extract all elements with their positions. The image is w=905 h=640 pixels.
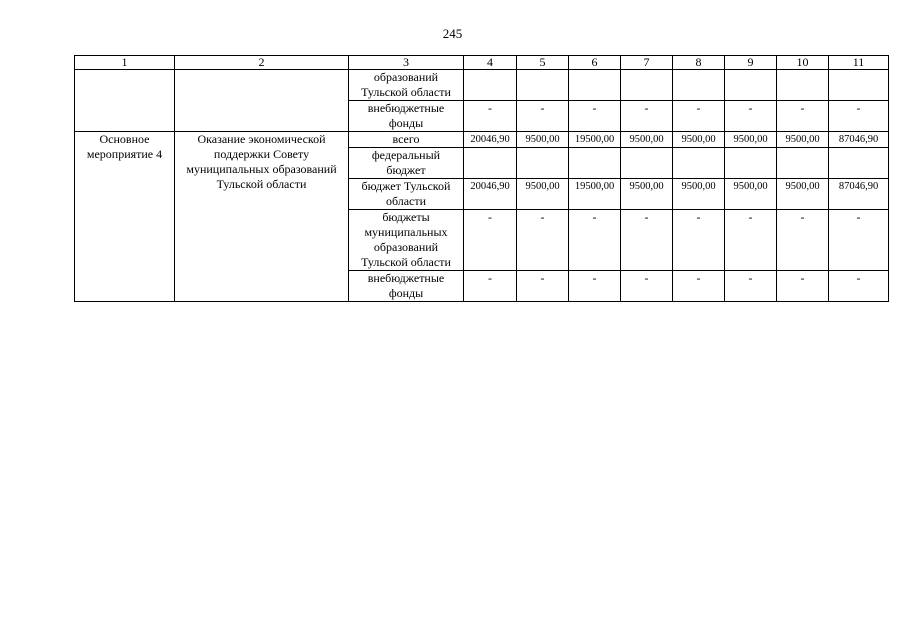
value-cell — [464, 148, 517, 179]
header-row — [75, 56, 889, 70]
source-cell: бюджеты муниципальных образований Тульской области — [349, 210, 464, 271]
value-cell: 20046,90 — [464, 132, 517, 148]
value-cell: - — [517, 271, 569, 302]
value-cell: 9500,00 — [725, 132, 777, 148]
value-cell — [829, 148, 889, 179]
value-cell: - — [621, 210, 673, 271]
value-cell: 9500,00 — [621, 132, 673, 148]
description-cell: Оказание экономической поддержки Совету муниципальных образований Тульской области — [175, 132, 349, 302]
value-cell: - — [777, 101, 829, 132]
value-cell: 9500,00 — [621, 179, 673, 210]
value-cell: 9500,00 — [777, 179, 829, 210]
value-cell: - — [777, 210, 829, 271]
table-row — [75, 132, 889, 148]
source-cell: всего — [349, 132, 464, 148]
value-cell: - — [569, 271, 621, 302]
value-cell — [569, 70, 621, 101]
value-cell: 19500,00 — [569, 179, 621, 210]
column-header: 11 — [829, 56, 889, 70]
value-cell: - — [725, 101, 777, 132]
value-cell: 9500,00 — [517, 132, 569, 148]
value-cell: - — [777, 271, 829, 302]
value-cell: - — [464, 210, 517, 271]
value-cell — [777, 148, 829, 179]
column-header: 8 — [673, 56, 725, 70]
value-cell — [777, 70, 829, 101]
value-cell: - — [725, 271, 777, 302]
value-cell: 9500,00 — [673, 132, 725, 148]
value-cell: - — [829, 210, 889, 271]
value-cell — [725, 70, 777, 101]
value-cell: - — [569, 210, 621, 271]
value-cell: - — [464, 271, 517, 302]
value-cell — [725, 148, 777, 179]
source-cell: бюджет Тульской области — [349, 179, 464, 210]
budget-table — [74, 55, 889, 302]
value-cell: - — [621, 101, 673, 132]
table-row — [75, 70, 889, 101]
value-cell — [569, 148, 621, 179]
value-cell: - — [517, 101, 569, 132]
value-cell: 9500,00 — [673, 179, 725, 210]
value-cell: - — [673, 271, 725, 302]
value-cell: - — [829, 101, 889, 132]
value-cell — [464, 70, 517, 101]
value-cell: - — [725, 210, 777, 271]
column-header: 10 — [777, 56, 829, 70]
value-cell: 20046,90 — [464, 179, 517, 210]
column-header: 3 — [349, 56, 464, 70]
value-cell — [829, 70, 889, 101]
source-cell: внебюджетные фонды — [349, 271, 464, 302]
column-header: 7 — [621, 56, 673, 70]
value-cell: - — [621, 271, 673, 302]
value-cell: 9500,00 — [725, 179, 777, 210]
value-cell — [517, 70, 569, 101]
description-cell-empty — [175, 70, 349, 132]
column-header: 2 — [175, 56, 349, 70]
value-cell — [621, 70, 673, 101]
value-cell: - — [464, 101, 517, 132]
page-number: 245 — [442, 26, 463, 41]
value-cell — [673, 148, 725, 179]
value-cell: - — [673, 210, 725, 271]
source-cell: федеральный бюджет — [349, 148, 464, 179]
event-cell: Основное мероприятие 4 — [75, 132, 175, 302]
value-cell — [517, 148, 569, 179]
value-cell: 9500,00 — [517, 179, 569, 210]
value-cell: 9500,00 — [777, 132, 829, 148]
value-cell: - — [517, 210, 569, 271]
value-cell — [673, 70, 725, 101]
source-cell: внебюджетные фонды — [349, 101, 464, 132]
value-cell: - — [569, 101, 621, 132]
column-header: 9 — [725, 56, 777, 70]
column-header: 6 — [569, 56, 621, 70]
value-cell: 87046,90 — [829, 179, 889, 210]
event-cell-empty — [75, 70, 175, 132]
value-cell: - — [673, 101, 725, 132]
column-header: 4 — [464, 56, 517, 70]
value-cell: - — [829, 271, 889, 302]
column-header: 5 — [517, 56, 569, 70]
value-cell: 19500,00 — [569, 132, 621, 148]
value-cell — [621, 148, 673, 179]
column-header: 1 — [75, 56, 175, 70]
value-cell: 87046,90 — [829, 132, 889, 148]
source-cell: образований Тульской области — [349, 70, 464, 101]
